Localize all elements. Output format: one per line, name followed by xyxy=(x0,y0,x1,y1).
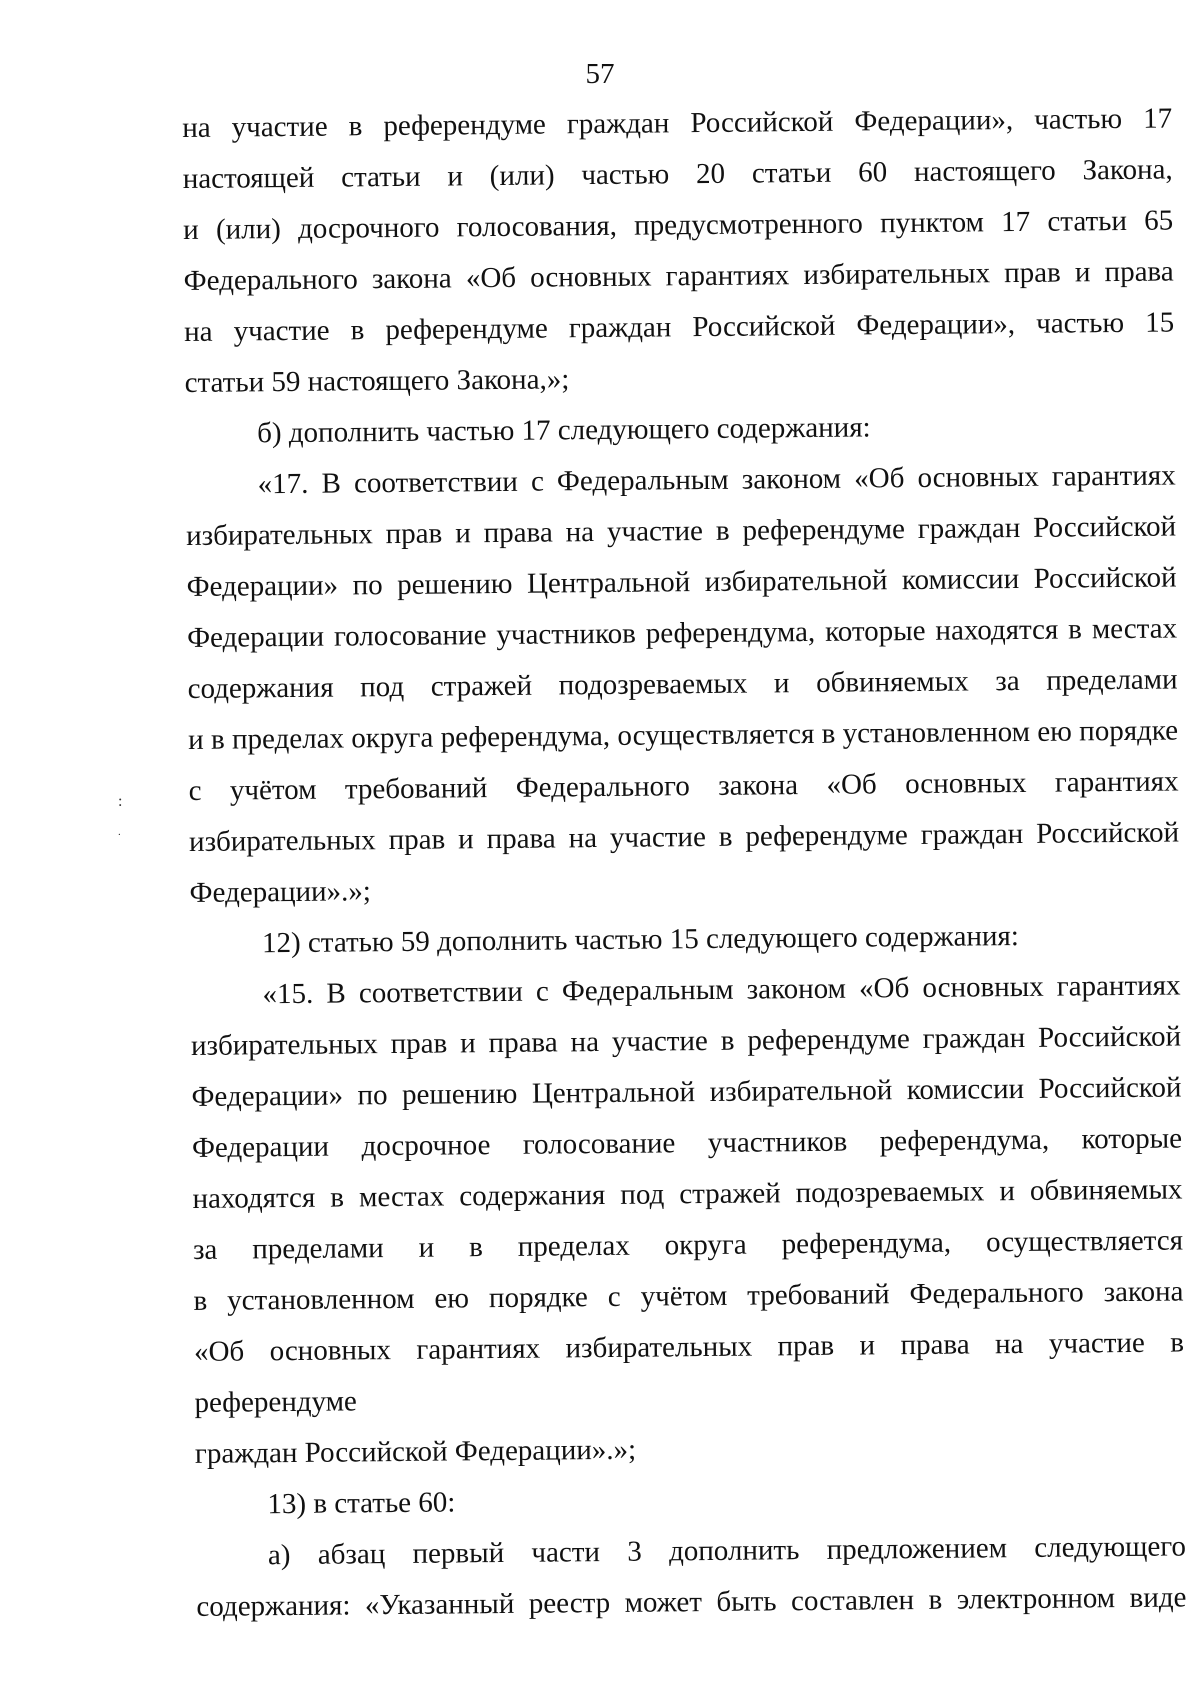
text-line: настоящей статьи и (или) частью 20 статьи 60 настоящего Закона, xyxy=(182,153,1173,195)
text-line: «17. В соответствии с Федеральным законом «Об основных гарантиях xyxy=(257,459,1176,501)
text-line: Федерации голосование участников референдума, которые находятся в местах xyxy=(186,612,1178,654)
margin-mark: . xyxy=(118,826,121,838)
text-line: Федерации».»; xyxy=(189,875,371,909)
text-line: 13) в статье 60: xyxy=(267,1486,456,1521)
text-line: за пределами и в пределах округа референдума, осуществляется xyxy=(192,1224,1184,1266)
page-number: 57 xyxy=(585,58,615,90)
text-line: 12) статью 59 дополнить частью 15 следующего содержания: xyxy=(261,920,1020,960)
margin-mark: : xyxy=(118,793,123,810)
text-line: и в пределах округа референдума, осуществляется в установленном ею порядке xyxy=(187,714,1179,756)
document-body xyxy=(182,93,1187,1632)
text-line: б) дополнить частью 17 следующего содержания: xyxy=(257,411,871,450)
text-line: избирательных прав и права на участие в референдуме граждан Российской xyxy=(190,1020,1182,1062)
text-line: Федерации досрочное голосование участников референдума, которые xyxy=(191,1122,1183,1164)
text-line: в установленном ею порядке с учётом требований Федерального закона xyxy=(193,1275,1184,1317)
text-line: содержания под стражей подозреваемых и обвиняемых за пределами xyxy=(187,663,1178,705)
text-line: избирательных прав и права на участие в референдуме граждан Российской xyxy=(186,510,1177,552)
text-line: Федерального закона «Об основных гарантиях избирательных прав и права xyxy=(183,255,1174,297)
text-line: Федерации» по решению Центральной избирательной комиссии Российской xyxy=(186,561,1177,603)
text-line: содержания: «Указанный реестр может быть составлен в электронном виде xyxy=(196,1581,1187,1623)
text-line: на участие в референдуме граждан Российской Федерации», частью 17 xyxy=(182,102,1173,144)
text-line: находятся в местах содержания под стражей подозреваемых и обвиняемых xyxy=(192,1173,1183,1215)
text-line: «15. В соответствии с Федеральным законом «Об основных гарантиях xyxy=(262,969,1181,1011)
text-line: и (или) досрочного голосования, предусмотренного пунктом 17 статьи 65 xyxy=(183,204,1174,246)
text-line: статьи 59 настоящего Закона,»; xyxy=(184,363,570,399)
text-line: избирательных прав и права на участие в референдуме граждан Российской xyxy=(188,816,1180,858)
text-line: на участие в референдуме граждан Российской Федерации», частью 15 xyxy=(184,306,1175,348)
text-line: с учётом требований Федерального закона «Об основных гарантиях xyxy=(188,765,1179,807)
text-line: Федерации» по решению Центральной избирательной комиссии Российской xyxy=(191,1071,1182,1113)
text-line: «Об основных гарантиях избирательных прав и права на участие в референдуме xyxy=(193,1326,1185,1419)
text-line: а) абзац первый части 3 дополнить предложением следующего xyxy=(267,1530,1187,1572)
text-line: граждан Российской Федерации».»; xyxy=(194,1433,637,1470)
